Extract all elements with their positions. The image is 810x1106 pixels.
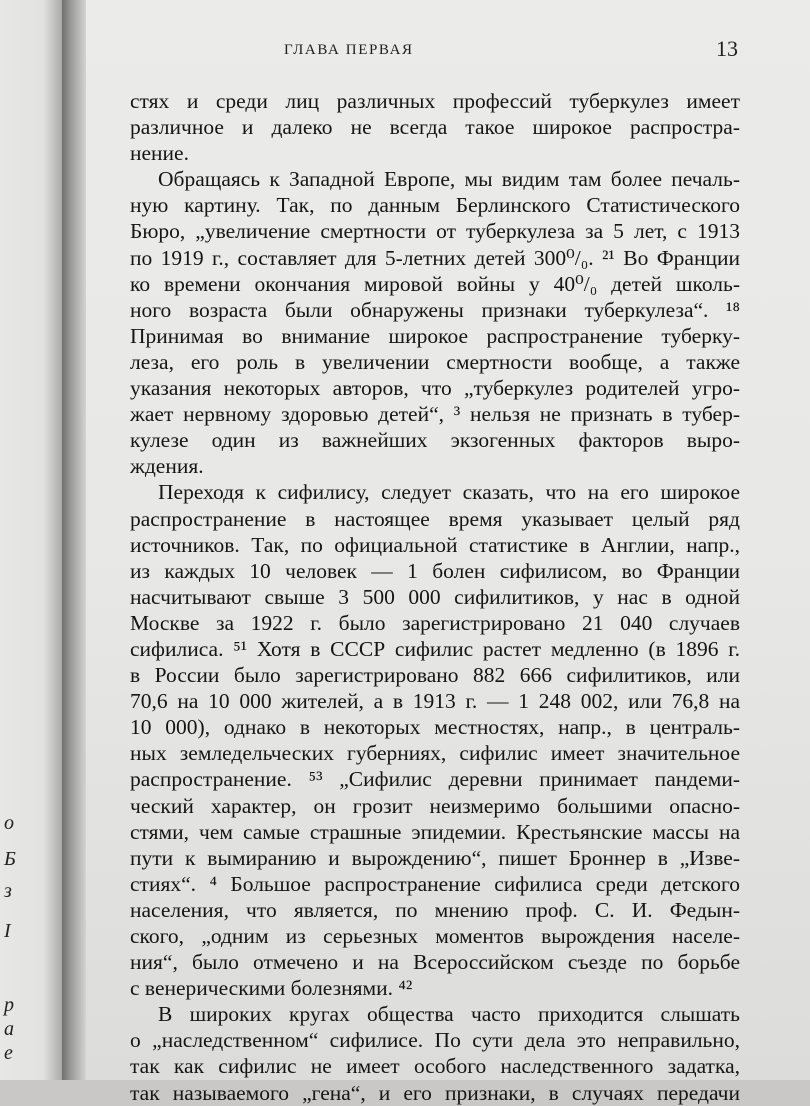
text-line: различное и далеко не всегда такое широкое распростра- bbox=[130, 115, 740, 140]
text-line: Принимая во внимание широкое распространение туберку- bbox=[130, 323, 740, 348]
text-line: так как сифилис не имеет особого наследственного задатка, bbox=[130, 1054, 740, 1079]
left-page-fragment: р bbox=[4, 994, 14, 1016]
text-line: 10 000), однако в некоторых местностях, напр., в централь- bbox=[130, 715, 740, 740]
body-text bbox=[130, 88, 740, 1106]
text-line: Переходя к сифилису, следует сказать, что на его широкое bbox=[158, 480, 740, 505]
text-line: ческий характер, он грозит неизмеримо большими опасно- bbox=[130, 793, 740, 818]
text-line: распространение. ⁵³ „Сифилис деревни принимает пандеми- bbox=[130, 767, 740, 792]
text-line: Обращаясь к Западной Европе, мы видим там более печаль- bbox=[158, 167, 740, 192]
text-line: ко времени окончания мировой войны у 40⁰/₀ детей школь- bbox=[130, 271, 740, 296]
text-line: ского, „одним из серьезных моментов вырождения населе- bbox=[130, 924, 740, 948]
text-line: указания некоторых авторов, что „туберкулез родителей угро- bbox=[130, 376, 740, 401]
text-line: стиях“. ⁴ Большое распространение сифилиса среди детского bbox=[130, 871, 740, 896]
text-line: так называемого „гена“, и его признаки, в случаях передачи bbox=[130, 1080, 740, 1105]
text-line: стями, чем самые страшные эпидемии. Крестьянские массы на bbox=[130, 819, 740, 844]
text-line: 70,6 на 10 000 жителей, а в 1913 г. — 1 248 002, или 76,8 на bbox=[130, 689, 740, 714]
left-page-fragment: о bbox=[4, 812, 14, 834]
text-line: леза, его роль в увеличении смертности вообще, а также bbox=[130, 349, 740, 374]
left-page-fragment: I bbox=[4, 920, 11, 942]
text-line: сифилиса. ⁵¹ Хотя в СССР сифилис растет медленно (в 1896 г. bbox=[130, 636, 740, 661]
text-line: В широких кругах общества часто приходится слышать bbox=[158, 1002, 740, 1027]
book-gutter bbox=[62, 0, 86, 1080]
text-line: населения, что является, по мнению проф. С. И. Федын- bbox=[130, 897, 740, 922]
text-line: нение. bbox=[130, 141, 189, 166]
text-line: ния“, было отмечено и на Всероссийском съезде по борьбе bbox=[130, 950, 740, 975]
text-line: в России было зарегистрировано 882 666 сифилитиков, или bbox=[130, 663, 740, 688]
text-line: Бюро, „увеличение смертности от туберкулеза за 5 лет, с 1913 bbox=[130, 219, 740, 244]
text-line: Москве за 1922 г. было зарегистрировано 21 040 случаев bbox=[130, 610, 740, 635]
text-line: о „наследственном“ сифилисе. По сути дела это неправильно, bbox=[130, 1028, 740, 1053]
left-page-edge bbox=[0, 0, 62, 1080]
text-line: кулезе один из важнейших экзогенных факторов выро- bbox=[130, 428, 740, 453]
text-line: ждения. bbox=[130, 454, 204, 479]
left-page-fragment: е bbox=[4, 1042, 13, 1064]
text-line: распространение в настоящее время указывает целый ряд bbox=[130, 506, 740, 531]
left-page-fragment: Б bbox=[4, 848, 16, 870]
page-number: 13 bbox=[716, 36, 738, 61]
text-line: пути к вымиранию и вырождению“, пишет Броннер в „Изве- bbox=[130, 845, 740, 870]
text-line: ных земледельческих губерниях, сифилис имеет значительное bbox=[130, 741, 740, 766]
text-line: источников. Так, по официальной статистике в Англии, напр., bbox=[130, 532, 740, 557]
text-line: из каждых 10 человек — 1 болен сифилисом, во Франции bbox=[130, 558, 740, 583]
text-line: стях и среди лиц различных профессий туберкулез имеет bbox=[130, 89, 740, 113]
left-page-fragment: а bbox=[4, 1018, 14, 1040]
text-line: насчитывают свыше 3 500 000 сифилитиков, у нас в одной bbox=[130, 584, 740, 609]
text-line: ного возраста были обнаружены признаки туберкулеза“. ¹⁸ bbox=[130, 297, 740, 322]
left-page-fragment: з bbox=[4, 880, 12, 902]
text-line: с венерическими болезнями. ⁴² bbox=[130, 976, 413, 1001]
text-line: по 1919 г., составляет для 5-летних детей 300⁰/₀. ²¹ Во Франции bbox=[130, 245, 740, 270]
text-line: жает нервному здоровью детей“, ³ нельзя не признать в тубер- bbox=[130, 402, 740, 427]
running-head: ГЛАВА ПЕРВАЯ bbox=[284, 42, 414, 58]
text-line: ную картину. Так, по данным Берлинского Статистического bbox=[130, 193, 740, 218]
